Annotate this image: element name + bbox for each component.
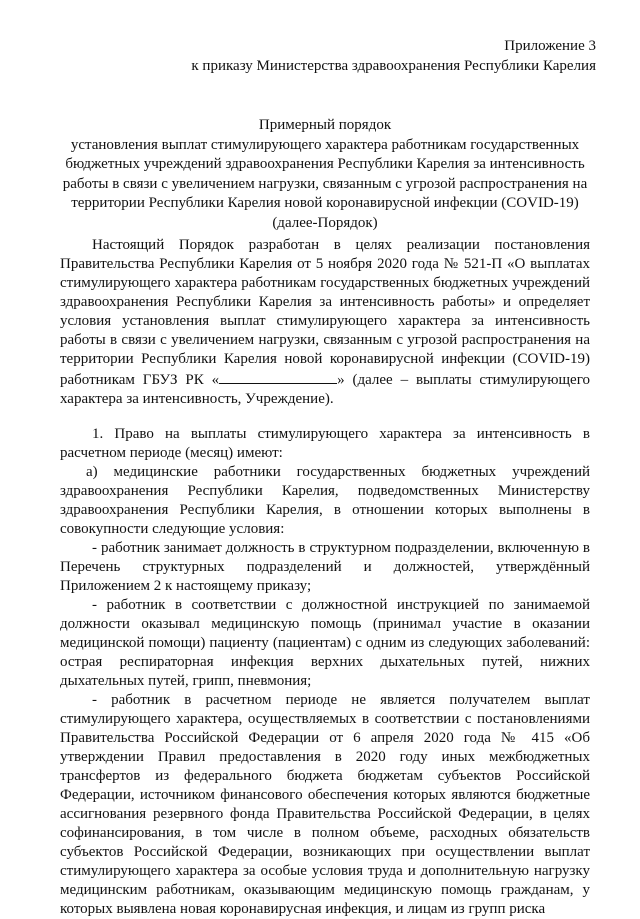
document-title-note: (далее-Порядок) (272, 214, 378, 231)
condition-bullet-1: - работник занимает должность в структурном подразделении, включенную в Перечень структурных подразделений и должностей, утверждённый Приложением 2 к настоящему приказу; (60, 540, 590, 594)
clause-1a: а) медицинские работники государственных бюджетных учреждений здравоохранения Республики Карелия, подведомственных Министерству здравоохранения Республики Карелия, в отношении которых выполнены в совокупности следующие условия: (60, 464, 590, 537)
intro-text-end: » (далее – выплаты стимулирующего характера за интенсивность, Учреждение). (60, 372, 590, 407)
document-heading: Примерный порядок (258, 117, 392, 133)
condition-bullet-2: - работник в соответствии с должностной инструкцией по занимаемой должности оказывал медицинскую помощь (принимал участие в оказании медицинской помощи) пациенту (пациентам) с одним из следующих заболеваний: острая респираторная инфекция верхних дыхательных путей, нижних дыхательных путей, грипп, пневмония; (60, 597, 590, 689)
condition-bullet-3: - работник в расчетном периоде не является получателем выплат стимулирующего характера, осуществляемых в соответствии с постановлениями Правительства Российской Федерации от 6 апреля 2020 года № 415 «Об утверждении Правил предоставления в 2020 году иных межбюджетных трансфертов из федерального бюджета бюджетам субъектов Российской Федерации, источником финансового обеспечения которых являются бюджетные ассигнования резервного фонда Правительства Российской Федерации, в целях софинансирования, в том числе в полном объеме, расходных обязательств субъектов Российской Федерации, возникающих при осуществлении выплат стимулирующего характера за особые условия труда и дополнительную нагрузку медицинским работникам, оказывающим медицинскую помощь гражданам, у которых выявлена новая коронавирусная инфекция, и лицам из групп риска (60, 692, 590, 917)
blank-field (219, 369, 337, 384)
intro-paragraph (60, 236, 590, 409)
appendix-number: Приложение 3 (504, 38, 596, 54)
document-title-block (60, 116, 590, 233)
document-header (191, 36, 596, 76)
clause-1: 1. Право на выплаты стимулирующего характера за интенсивность в расчетном периоде (месяц) имеют: (60, 426, 590, 461)
document-body (60, 236, 590, 919)
intro-text-start: Настоящий Порядок разработан в целях реализации постановления Правительства Республики Карелия от 5 ноября 2020 года № 521-П «О выплатах стимулирующего характера работникам государственных бюджетных учреждений здравоохранения Республики Карелия за интенсивность работы» и определяет условия установления выплат стимулирующего характера за интенсивность работы в связи с увеличением нагрузки, связанным с угрозой распространения на территории Республики Карелия новой коронавирусной инфекции (COVID-19) работникам ГБУЗ РК « (60, 237, 590, 388)
document-subtitle: установления выплат стимулирующего характера работникам государственных бюджетных учреждений здравоохранения Республики Карелия за интенсивность работы в связи с увеличением нагрузки, связанным с угрозой распространения на территории Республики Карелия новой коронавирусной инфекции (COVID-19) (62, 136, 588, 211)
order-reference: к приказу Министерства здравоохранения Республики Карелия (191, 58, 596, 74)
